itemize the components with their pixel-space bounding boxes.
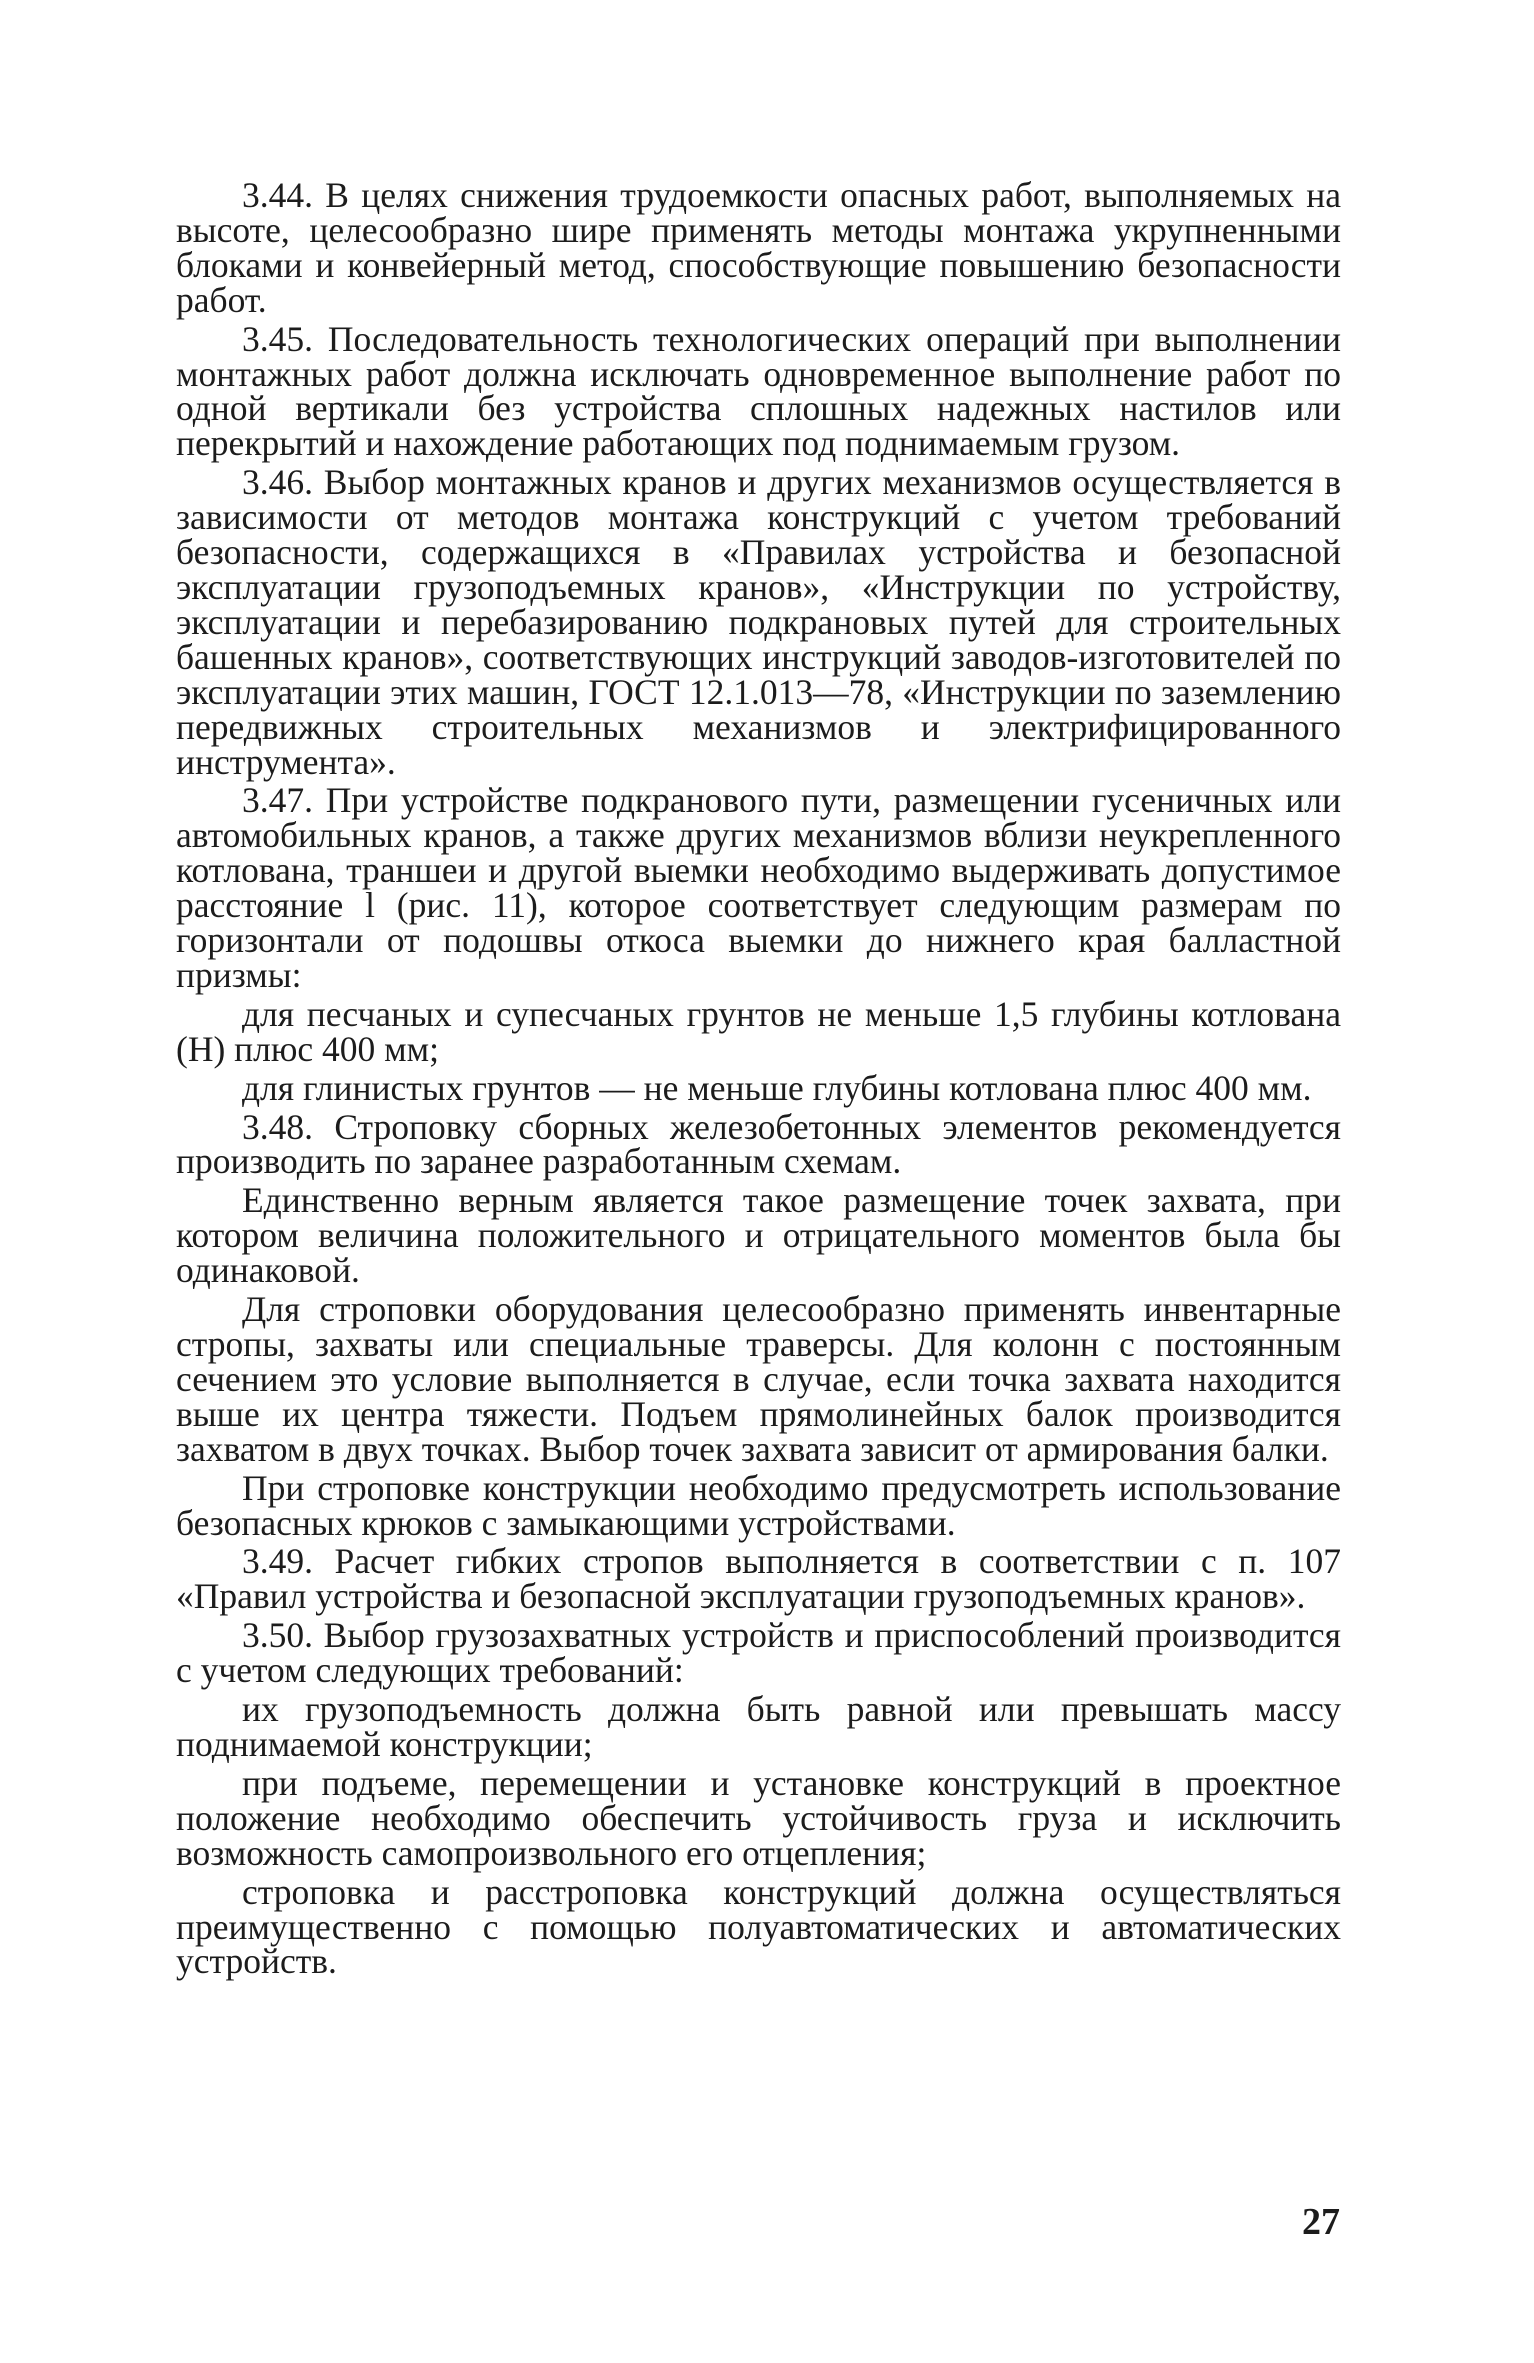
paragraph-3-48-safe-hooks: При строповке конструкции необходимо предусмотреть использование безопасных крюков с замыкающими устройствами. <box>176 1467 1341 1543</box>
paragraph-3-47-clay-soils: для глинистых грунтов — не меньше глубины котлована плюс 400 мм. <box>242 1067 1312 1108</box>
page-number: 27 <box>1302 2201 1340 2243</box>
paragraph-3-47: 3.47. При устройстве подкранового пути, размещении гусеничных или автомобильных кранов, а также других механизмов вблизи неукрепленного котлована, траншеи и другой выемки необходимо выдерживать допустимое расстояние l (рис. 11), которое соответствует следующим размерам по горизонтали от подошвы откоса выемки до нижнего края балластной призмы: <box>176 780 1341 995</box>
paragraph-3-45: 3.45. Последовательность технологических операций при выполнении монтажных работ должна исключать одновременное выполнение работ по одной вертикали без устройства сплошных надежных настилов или перекрытий и нахождение работающих под поднимаемым грузом. <box>176 318 1341 464</box>
paragraph-3-50: 3.50. Выбор грузозахватных устройств и приспособлений производится с учетом следующих требований: <box>176 1615 1341 1691</box>
paragraph-3-44: 3.44. В целях снижения трудоемкости опасных работ, выполняемых на высоте, целесообразно шире применять методы монтажа укрупненными блоками и конвейерный метод, способствующие повышению безопасности работ. <box>176 175 1341 320</box>
paragraph-3-48-equipment-slinging: Для строповки оборудования целесообразно применять инвентарные стропы, захваты или специальные траверсы. Для колонн с постоянным сечением это условие выполняется в случае, если точка захвата находится выше их центра тяжести. Подъем прямолинейных балок производится захватом в двух точках. Выбор точек захвата зависит от армирования балки. <box>176 1289 1341 1469</box>
paragraph-3-50-stability: при подъеме, перемещении и установке конструкций в проектное положение необходимо обеспечить устойчивость груза и исключить возможность самопроизвольного его отцепления; <box>176 1762 1341 1873</box>
paragraph-3-50-automatic-devices: строповка и расстроповка конструкций должна осуществляться преимущественно с помощью полуавтоматических и автоматических устройств. <box>176 1871 1341 1982</box>
paragraph-3-47-sandy-soils: для песчаных и супесчаных грунтов не меньше 1,5 глубины котлована (H) плюс 400 мм; <box>176 993 1341 1069</box>
paragraph-3-48-grip-points: Единственно верным является такое размещение точек захвата, при котором величина положительного и отрицательного моментов была бы одинаковой. <box>176 1180 1341 1291</box>
paragraph-3-46: 3.46. Выбор монтажных кранов и других механизмов осуществляется в зависимости от методов монтажа конструкций с учетом требований безопасности, содержащихся в «Правилах устройства и безопасной эксплуатации грузоподъемных кранов», «Инструкции по устройству, эксплуатации и перебазированию подкрановых путей для строительных башенных кранов», соответствующих инструкций заводов-изготовителей по эксплуатации этих машин, ГОСТ 12.1.013—78, «Инструкции по заземлению передвижных строительных механизмов и электрифицированного инструмента». <box>176 462 1341 782</box>
paragraph-3-49: 3.49. Расчет гибких стропов выполняется в соответствии с п. 107 «Правил устройства и безопасной эксплуатации грузоподъемных кранов». <box>176 1541 1341 1617</box>
page-body <box>176 175 1341 1983</box>
paragraph-3-48: 3.48. Строповку сборных железобетонных элементов рекомендуется производить по заранее разработанным схемам. <box>176 1106 1341 1182</box>
paragraph-3-50-capacity: их грузоподъемность должна быть равной или превышать массу поднимаемой конструкции; <box>176 1689 1341 1764</box>
